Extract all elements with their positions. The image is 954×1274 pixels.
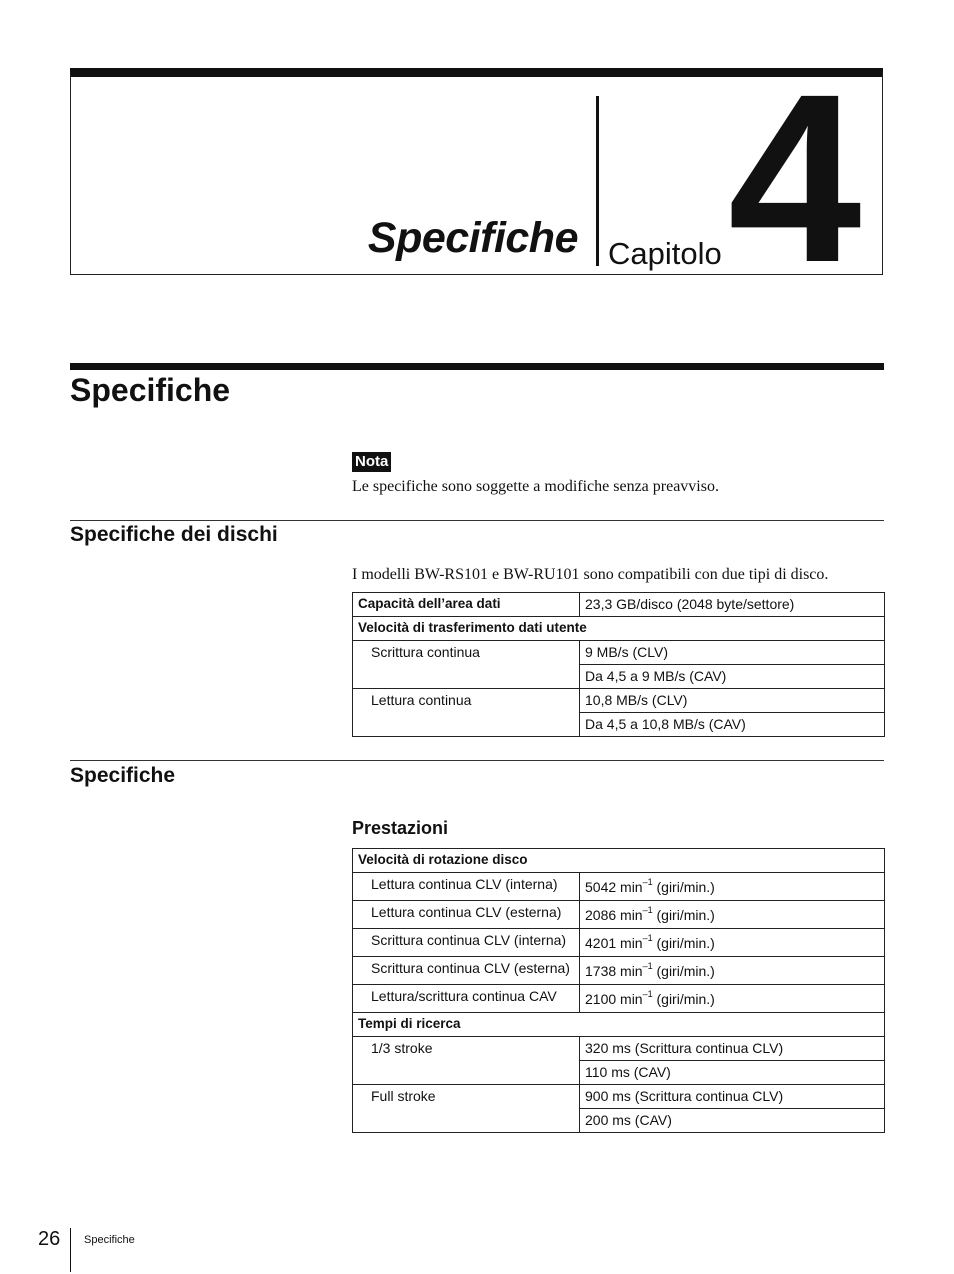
table-cell: 1/3 stroke	[353, 1037, 580, 1085]
table-cell: Scrittura continua CLV (esterna)	[353, 957, 580, 985]
disc-spec-table	[352, 592, 885, 737]
chapter-title: Specifiche	[367, 214, 578, 262]
table-row	[353, 901, 885, 929]
specs-subtitle: Prestazioni	[352, 818, 449, 838]
table-cell: 200 ms (CAV)	[580, 1109, 885, 1133]
table-cell: 23,3 GB/disco (2048 byte/settore)	[580, 593, 885, 617]
table-cell: Lettura continua	[353, 689, 580, 737]
table-cell: Scrittura continua	[353, 641, 580, 689]
table-cell: 4201 $\min^{-1}$ (giri/min.)	[580, 929, 885, 957]
performance-table	[352, 848, 885, 1133]
discs-title: Specifiche dei dischi	[70, 523, 278, 546]
table-cell: Full stroke	[353, 1085, 580, 1133]
table-row	[353, 641, 885, 665]
section-bar	[70, 363, 884, 370]
note-text: Le specifiche sono soggette a modifiche senza preavviso.	[352, 478, 719, 495]
table-group-header: Velocità di rotazione disco	[353, 849, 885, 873]
table-group-header: Tempi di ricerca	[353, 1013, 885, 1037]
note-label: Nota	[352, 452, 391, 472]
table-cell: 320 ms (Scrittura continua CLV)	[580, 1037, 885, 1061]
table-row	[353, 929, 885, 957]
footer-divider	[70, 1228, 71, 1272]
table-cell: Da 4,5 a 10,8 MB/s (CAV)	[580, 713, 885, 737]
table-cell: 1738 $\min^{-1}$ (giri/min.)	[580, 957, 885, 985]
table-cell: 5042 $\min^{-1}$ (giri/min.)	[580, 873, 885, 901]
discs-intro: I modelli BW-RS101 e BW-RU101 sono compatibili con due tipi di disco.	[352, 566, 829, 583]
page-number: 26	[38, 1228, 61, 1250]
table-cell: 10,8 MB/s (CLV)	[580, 689, 885, 713]
chapter-divider	[596, 96, 599, 266]
footer-section-name: Specifiche	[84, 1234, 135, 1246]
table-row	[353, 617, 885, 641]
subsection-rule	[70, 520, 884, 521]
table-row	[353, 957, 885, 985]
table-cell: Lettura/scrittura continua CAV	[353, 985, 580, 1013]
subsection-rule	[70, 760, 884, 761]
table-cell: Lettura continua CLV (interna)	[353, 873, 580, 901]
table-row	[353, 873, 885, 901]
table-cell: 900 ms (Scrittura continua CLV)	[580, 1085, 885, 1109]
table-group-header: Velocità di trasferimento dati utente	[353, 617, 885, 641]
table-row	[353, 1013, 885, 1037]
table-cell: Lettura continua CLV (esterna)	[353, 901, 580, 929]
table-row	[353, 593, 885, 617]
section-title: Specifiche	[70, 372, 231, 408]
chapter-number: 4	[728, 44, 862, 312]
table-row	[353, 849, 885, 873]
table-cell: 9 MB/s (CLV)	[580, 641, 885, 665]
table-cell: 2100 $\min^{-1}$ (giri/min.)	[580, 985, 885, 1013]
table-cell: Capacità dell’area dati	[353, 593, 580, 617]
table-row	[353, 1037, 885, 1061]
table-cell: 2086 $\min^{-1}$ (giri/min.)	[580, 901, 885, 929]
specs-title: Specifiche	[70, 764, 176, 787]
table-row	[353, 985, 885, 1013]
chapter-label: Capitolo	[608, 236, 722, 271]
table-cell: Da 4,5 a 9 MB/s (CAV)	[580, 665, 885, 689]
table-cell: Scrittura continua CLV (interna)	[353, 929, 580, 957]
table-cell: 110 ms (CAV)	[580, 1061, 885, 1085]
table-row	[353, 689, 885, 713]
table-row	[353, 1085, 885, 1109]
